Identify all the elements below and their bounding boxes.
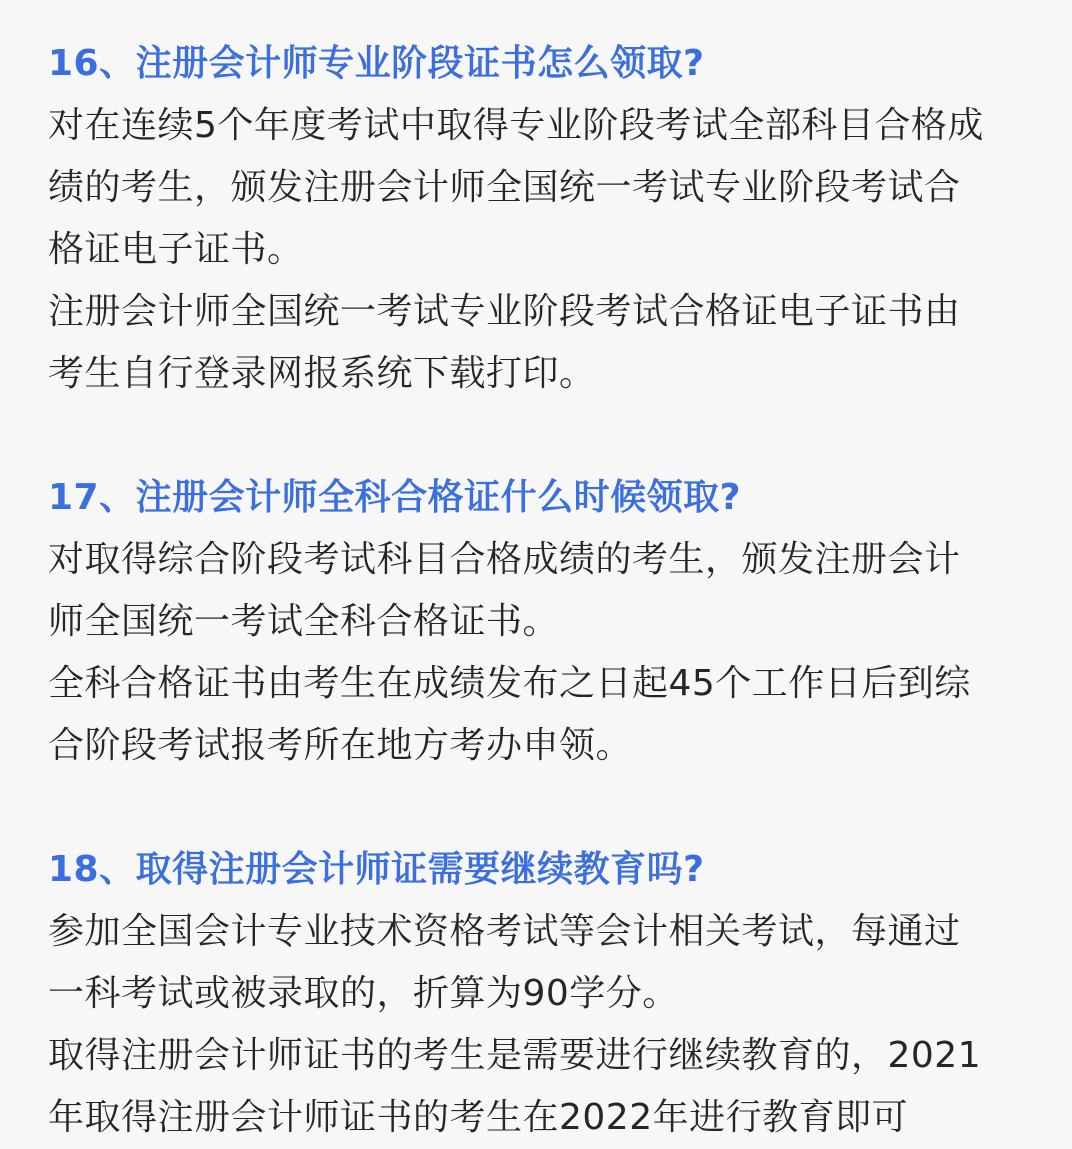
faq-paragraph (48, 95, 1072, 281)
text-line: 考生自行登录网报系统下载打印。 (48, 353, 596, 394)
text-line: 格证电子证书。 (48, 229, 304, 270)
faq-heading-18: 18、取得注册会计师证需要继续教育吗? (48, 849, 705, 890)
faq-heading-16: 16、注册会计师专业阶段证书怎么领取? (48, 43, 705, 84)
text-line: 注册会计师全国统一考试专业阶段考试合格证电子证书由 (48, 291, 961, 332)
faq-paragraph (48, 653, 1072, 777)
faq-paragraph (48, 901, 1072, 1025)
faq-paragraph (48, 281, 1072, 405)
section-spacer (48, 777, 1072, 839)
text-line: 绩的考生，颁发注册会计师全国统一考试专业阶段考试合 (48, 167, 961, 208)
text-line: 一科考试或被录取的，折算为90学分。 (48, 973, 679, 1014)
faq-paragraph (48, 1025, 1072, 1149)
text-line: 参加全国会计专业技术资格考试等会计相关考试，每通过 (48, 911, 961, 952)
text-line: 对在连续5个年度考试中取得专业阶段考试全部科目合格成 (48, 105, 984, 146)
faq-paragraph (48, 529, 1072, 653)
faq-heading-17: 17、注册会计师全科合格证什么时候领取? (48, 477, 741, 518)
text-line: 全科合格证书由考生在成绩发布之日起45个工作日后到综 (48, 663, 971, 704)
faq-section-17 (48, 467, 1072, 777)
text-line: 合阶段考试报考所在地方考办申领。 (48, 725, 633, 766)
faq-section-16 (48, 33, 1072, 405)
section-spacer (48, 405, 1072, 467)
faq-section-18 (48, 839, 1072, 1149)
text-line: 取得注册会计师证书的考生是需要进行继续教育的，2021 (48, 1035, 982, 1076)
text-line: 年取得注册会计师证书的考生在2022年进行教育即可 (48, 1097, 909, 1138)
text-line: 对取得综合阶段考试科目合格成绩的考生，颁发注册会计 (48, 539, 961, 580)
text-line: 师全国统一考试全科合格证书。 (48, 601, 560, 642)
